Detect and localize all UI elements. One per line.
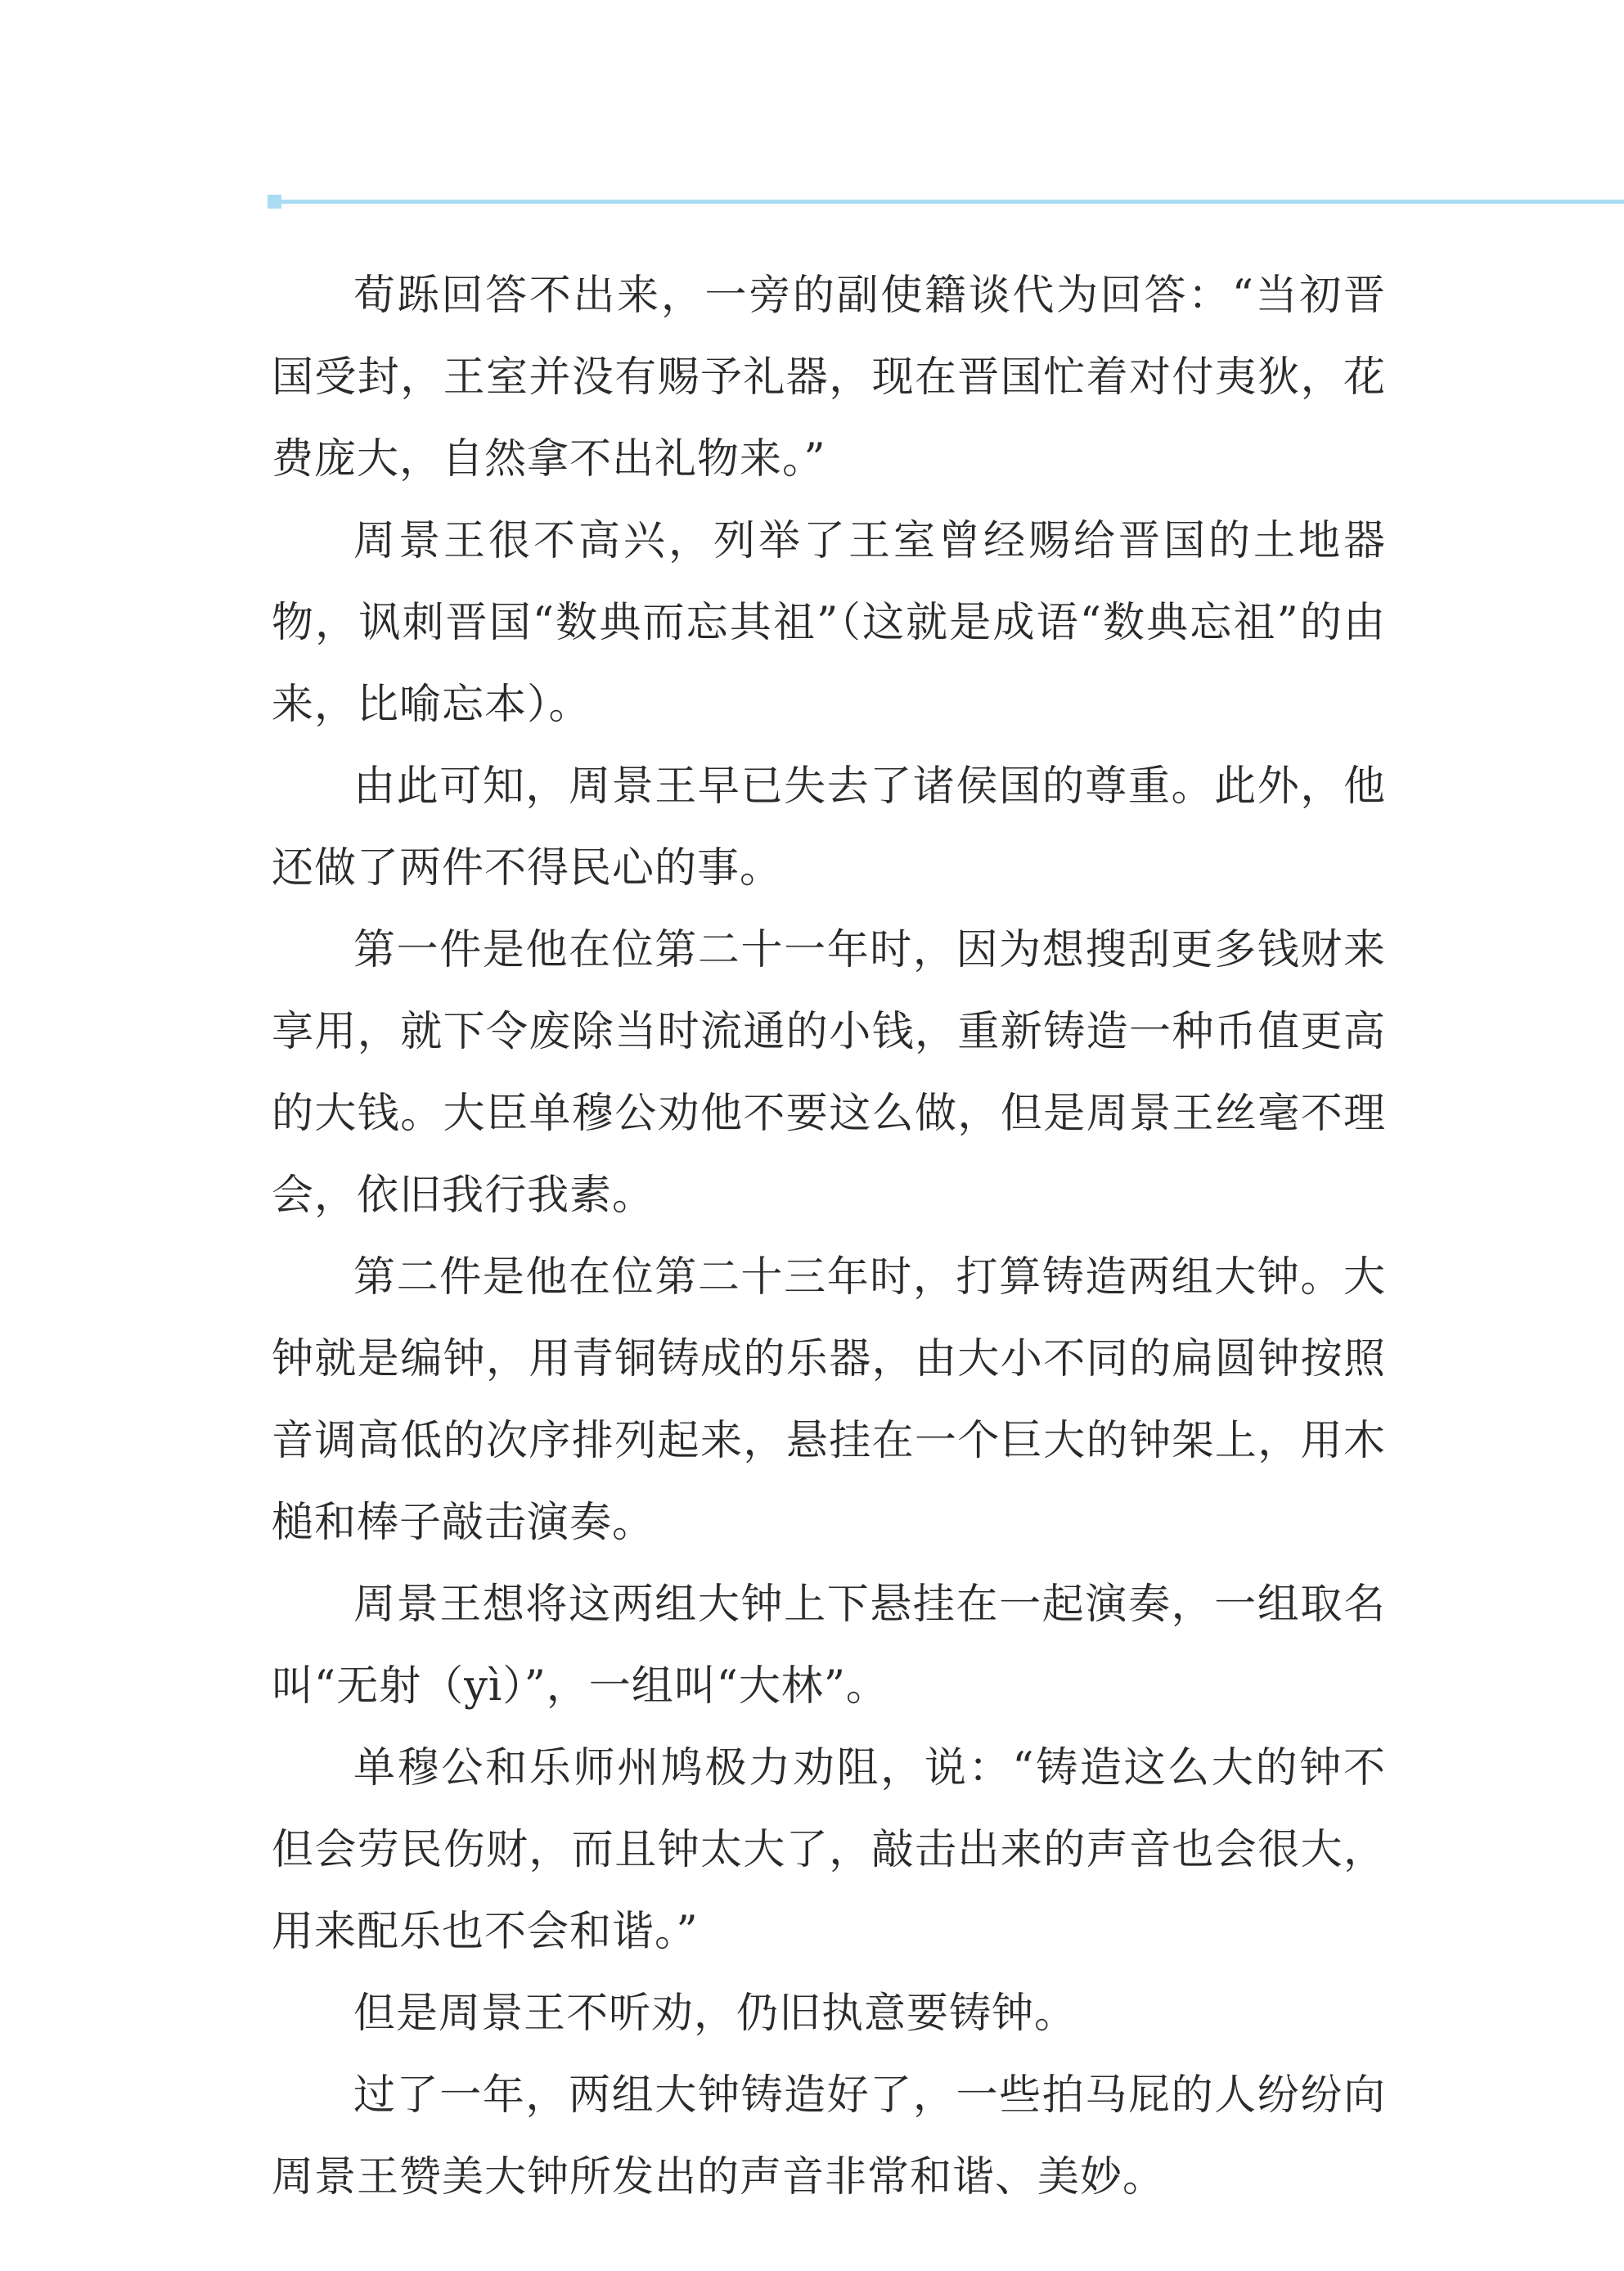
paragraph-5: 第二件是他在位第二十三年时，打算铸造两组大钟。大钟就是编钟，用青铜铸成的乐器，由大小不同的扁圆钟按照音调高低的次序排列起来，悬挂在一个巨大的钟架上，用木槌和棒子敲击演奏。 [272, 1253, 1386, 1547]
page-body [272, 255, 1386, 2219]
paragraph-4: 第一件是他在位第二十一年时，因为想搜刮更多钱财来享用，就下令废除当时流通的小钱，重新铸造一种币值更高的大钱。大臣单穆公劝他不要这么做，但是周景王丝毫不理会，依旧我行我素。 [272, 926, 1386, 1220]
header-rule [277, 200, 1624, 204]
paragraph-6: 周景王想将这两组大钟上下悬挂在一起演奏，一组取名叫“无射（yì）”，一组叫“大林”。 [272, 1581, 1386, 1711]
paragraph-8: 但是周景王不听劝，仍旧执意要铸钟。 [353, 1990, 1077, 2038]
paragraph-9: 过了一年，两组大钟铸造好了，一些拍马屁的人纷纷向周景王赞美大钟所发出的声音非常和谐、美妙。 [272, 2071, 1386, 2201]
paragraph-3: 由此可知，周景王早已失去了诸侯国的尊重。此外，他还做了两件不得民心的事。 [272, 762, 1386, 893]
paragraph-2: 周景王很不高兴，列举了王室曾经赐给晋国的土地器物，讽刺晋国“数典而忘其祖”（这就是成语“数典忘祖”的由来，比喻忘本）。 [272, 517, 1386, 729]
paragraph-7: 单穆公和乐师州鸠极力劝阻，说：“铸造这么大的钟不但会劳民伤财，而且钟太大了，敲击出来的声音也会很大，用来配乐也不会和谐。” [272, 1744, 1386, 1956]
paragraph-1: 荀跞回答不出来，一旁的副使籍谈代为回答：“当初晋国受封，王室并没有赐予礼器，现在晋国忙着对付夷狄，花费庞大，自然拿不出礼物来。” [272, 272, 1386, 483]
